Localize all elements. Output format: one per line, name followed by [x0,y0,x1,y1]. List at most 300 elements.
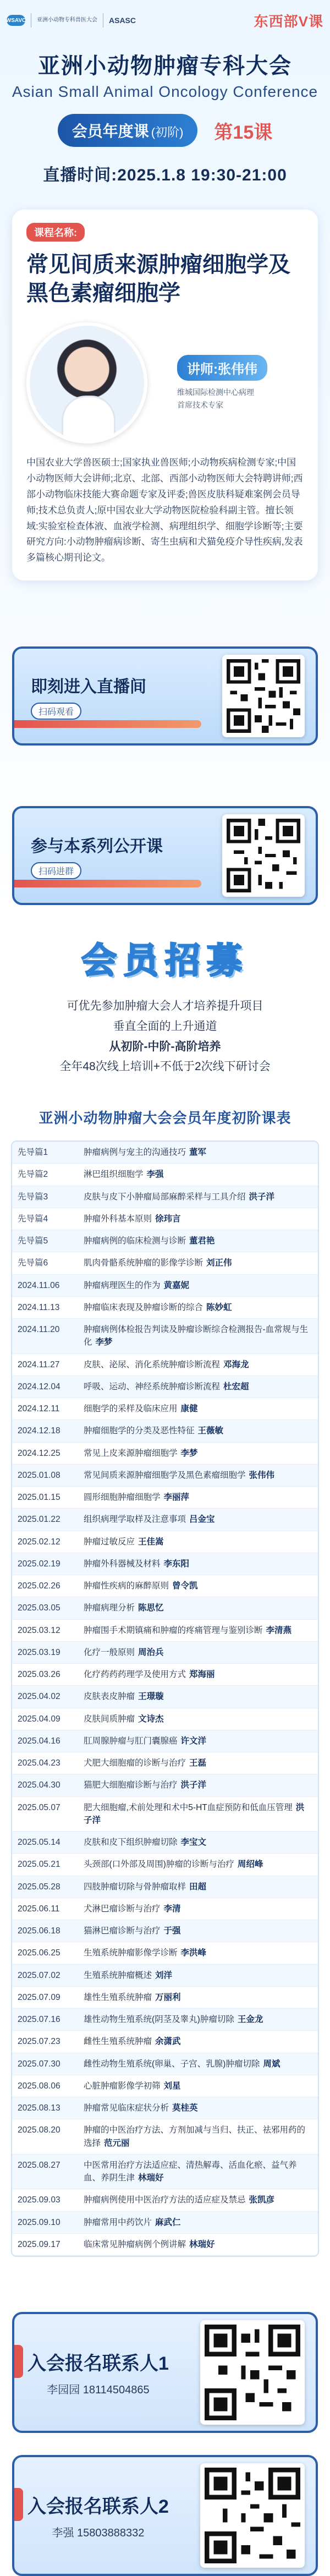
open-class-banner[interactable] [12,806,318,905]
recruit-line-2: 垂直全面的上升通道 [113,1020,217,1033]
schedule-lecturer: 刘正伟 [206,1258,232,1268]
schedule-lecturer: 李丽萍 [163,1493,190,1503]
schedule-date: 2025.05.14 [18,1838,61,1848]
open-class-sub: 扫码进群 [31,862,81,879]
lecturer-role: 维城国际检测中心病理 首席技术专家 [177,388,254,409]
schedule-title [84,1558,312,1570]
recruit-lines [0,996,330,1077]
schedule-topic: 肿瘤临床表现及肿瘤诊断的综合 [84,1302,204,1312]
schedule-lecturer: 王磊 [189,1758,207,1768]
schedule-title [84,2238,312,2251]
schedule-lecturer: 李清 [163,1904,181,1914]
lecturer-name: 讲师:张伟伟 [177,355,267,381]
course-label: 会员年度课 [72,123,149,140]
schedule-topic: 肿瘤病理医生的作为 [84,1280,161,1290]
contact-sub-2: 李强 15803888332 [52,2527,145,2540]
course-row [0,114,330,147]
contact-qr-code-1[interactable] [200,2320,305,2425]
schedule-row [12,1708,318,1730]
open-class-qr-code[interactable] [222,814,305,897]
schedule-date: 2025.04.02 [18,1692,61,1702]
schedule-title [84,1757,312,1769]
schedule-lecturer: 林瑞好 [189,2239,215,2249]
schedule-topic: 皮肤表皮肿瘤 [84,1692,135,1702]
open-class-text [31,832,163,879]
schedule-topic: 雌性生殖系统肿瘤 [84,2037,152,2047]
schedule-lecturer: 康健 [180,1404,198,1414]
schedule-lecturer: 董军 [189,1148,207,1158]
schedule-topic: 肿瘤过敏反应 [84,1537,135,1547]
schedule-date: 先导篇1 [18,1148,48,1158]
schedule-date: 2025.08.13 [18,2103,61,2113]
page-title: 亚洲小动物肿瘤专科大会 [38,54,292,78]
schedule-date: 先导篇2 [18,1170,48,1180]
schedule-title [84,1858,312,1871]
schedule-topic: 犬淋巴瘤诊断与治疗 [84,1904,161,1914]
schedule-row [12,2075,318,2097]
schedule-row [12,1730,318,1752]
schedule-topic: 头颈部(口外部及周围)肿瘤的诊断与治疗 [84,1860,234,1870]
schedule-row [12,1797,318,1832]
schedule-date: 2025.02.26 [18,1581,61,1591]
schedule-lecturer: 莫桂英 [172,2103,198,2113]
schedule-title [84,1301,312,1314]
schedule-topic: 皮肤、泌尿、消化系统肿瘤诊断流程 [84,1360,221,1369]
schedule-title [84,2159,312,2185]
asasc-logo-text: ASASC [109,15,136,25]
schedule-topic: 化疗一般原则 [84,1647,135,1657]
schedule-date: 2025.05.21 [18,1860,61,1870]
schedule-title [84,1469,312,1482]
schedule-lecturer: 李梦 [180,1448,198,1458]
schedule-title [84,1191,312,1203]
schedule-lecturer: 范元丽 [104,2138,130,2148]
schedule-row [12,1686,318,1708]
schedule-topic: 猫淋巴瘤诊断与治疗 [84,1926,161,1936]
schedule-row [12,2234,318,2256]
schedule-lecturer: 洪子洋 [84,1802,305,1825]
schedule-date: 2025.01.15 [18,1493,61,1503]
schedule-title [84,1779,312,1791]
schedule-lecturer: 王薇敏 [197,1426,224,1436]
schedule-date: 2025.08.20 [18,2125,61,2135]
schedule-title [84,1168,312,1181]
contact-stripe [14,2488,23,2521]
schedule-title [84,1624,312,1637]
schedule-lecturer: 黄嘉妮 [163,1280,190,1290]
schedule-title [84,2035,312,2048]
live-room-qr-code[interactable] [222,655,305,737]
schedule-lecturer: 林瑞好 [138,2173,164,2183]
schedule-row [12,2097,318,2119]
schedule-topic: 雄性动物生殖系统(阴茎及睾丸)肿瘤切除 [84,2015,234,2025]
schedule-title [84,1646,312,1659]
contact-sub-1: 李园园 18114504865 [47,2384,150,2397]
schedule-row [12,2053,318,2075]
schedule-date: 2025.01.08 [18,1470,61,1480]
schedule-topic: 肿瘤常见临床症状分析 [84,2103,169,2113]
schedule-row [12,2155,318,2190]
wsavc-logo-icon: WSAVC [7,15,25,26]
course-number: 第15课 [214,122,273,143]
schedule-row [12,1832,318,1854]
recruit-title: 会员招募 [81,941,249,981]
schedule-lecturer: 刘星 [163,2081,181,2091]
schedule-lecturer: 周绍峰 [237,1860,263,1870]
schedule-title [84,2102,312,2114]
conference-logo-text: 亚洲小动物专科兽医大会 [37,17,97,23]
schedule-lecturer: 王璟璇 [138,1692,164,1702]
schedule-title [84,2194,312,2206]
schedule-topic: 生殖系统肿瘤影像学诊断 [84,1948,178,1958]
schedule-title [84,1513,312,1526]
schedule-row [12,1597,318,1619]
schedule-row [12,2009,318,2031]
schedule-row [12,1443,318,1465]
contact-qr-code-2[interactable] [200,2463,305,2568]
schedule-date: 2025.05.07 [18,1802,61,1812]
schedule-heading: 亚洲小动物肿瘤大会会员年度初阶课表 [38,1110,292,1127]
schedule-lecturer: 陈妙虹 [206,1302,232,1312]
schedule-date: 2025.07.16 [18,2015,61,2025]
schedule-date: 2025.05.28 [18,1882,61,1892]
banner-stripe [14,880,201,887]
lecturer-info [177,355,298,411]
schedule-lecturer: 周治兵 [138,1647,164,1657]
schedule-lecturer: 田超 [189,1882,207,1892]
schedule-row [12,1965,318,1987]
schedule-lecturer: 杜宏超 [223,1382,249,1391]
schedule-table [11,1141,319,2257]
schedule-topic: 心脏肿瘤影像学初筛 [84,2081,161,2091]
schedule-title [84,1991,312,2004]
live-room-text [31,673,146,720]
schedule-topic: 呼吸、运动、神经系统肿瘤诊断流程 [84,1382,221,1391]
live-room-banner[interactable] [12,646,318,746]
contact-stripe [14,2345,23,2378]
schedule-lecturer: 王佳嵩 [138,1537,164,1547]
schedule-row [12,2119,318,2155]
schedule-title [84,2080,312,2092]
schedule-topic: 生殖系统肿瘤概述 [84,1970,152,1980]
schedule-title [84,1235,312,1247]
schedule-lecturer: 于强 [163,1926,181,1936]
schedule-topic: 常见上皮来源肿瘤细胞学 [84,1448,178,1458]
course-tag: 课程名称: [26,223,85,242]
schedule-topic: 肿瘤病例的临床检测与诊断 [84,1236,186,1246]
schedule-topic: 淋巴组织细胞学 [84,1170,144,1180]
schedule-date: 2025.03.12 [18,1625,61,1635]
schedule-title [84,1380,312,1393]
schedule-topic: 常见间质来源肿瘤细胞学及黑色素瘤细胞学 [84,1470,246,1480]
schedule-lecturer: 王金龙 [237,2015,263,2025]
schedule-date: 2025.04.30 [18,1780,61,1790]
schedule-topic: 临床常见肿瘤病例个例讲解 [84,2239,186,2249]
schedule-row [12,1774,318,1796]
schedule-topic: 肥大细胞瘤,术前处理和术中5-HT血症预防和低血压管理 [84,1802,293,1812]
schedule-date: 2024.11.27 [18,1360,60,1369]
schedule-date: 先导篇4 [18,1214,48,1224]
schedule-date: 2025.08.27 [18,2160,61,2170]
schedule-title [84,1690,312,1703]
contact-label-1: 入会报名联系人1 [28,2353,169,2375]
schedule-date: 2025.03.19 [18,1647,61,1657]
schedule-date: 2025.01.22 [18,1515,61,1525]
schedule-topic: 细胞学的采样及临床应用 [84,1404,178,1414]
schedule-date: 2024.11.06 [18,1280,60,1290]
schedule-topic: 肿瘤性疾病的麻醉原则 [84,1581,169,1591]
schedule-row [12,1620,318,1642]
schedule-date: 2025.06.18 [18,1926,61,1936]
schedule-topic: 肛周腺肿瘤与肛门囊腺癌 [84,1736,178,1746]
schedule-title [84,1257,312,1269]
schedule-row [12,1942,318,1964]
contact-banner-2[interactable] [12,2455,318,2576]
logo-asasc [109,16,136,25]
schedule-date: 2024.11.20 [18,1325,60,1335]
schedule-lecturer: 吕金宝 [189,1515,215,1525]
schedule-row [12,1987,318,2009]
schedule-date: 2024.12.25 [18,1448,61,1458]
course-card [12,210,318,580]
lecturer-section [26,320,304,446]
schedule-title [84,1424,312,1437]
schedule-title [84,1402,312,1415]
schedule-topic: 皮肤间质肿瘤 [84,1714,135,1724]
schedule-date: 2025.09.10 [18,2217,61,2227]
schedule-row [12,1854,318,1876]
schedule-date: 2025.09.17 [18,2239,61,2249]
schedule-row [12,1553,318,1575]
schedule-row [12,1319,318,1354]
schedule-row [12,1354,318,1376]
schedule-date: 2024.11.13 [18,1302,60,1312]
course-pill [58,114,198,147]
schedule-row [12,1398,318,1420]
schedule-date: 2025.04.23 [18,1758,61,1768]
schedule-row [12,1376,318,1398]
schedule-date: 2025.04.16 [18,1736,61,1746]
recruit-line-4: 全年48次线上培训+不低于2次线下研讨会 [59,1060,271,1073]
schedule-lecturer: 李梦 [95,1338,113,1347]
lecturer-avatar [26,322,147,443]
schedule-title [84,1735,312,1747]
schedule-title [84,2124,312,2150]
schedule-topic: 肿瘤病例使用中医治疗方法的适应症及禁忌 [84,2195,246,2205]
schedule-topic: 肿瘤病例体检报告判读及肿瘤诊断综合检测报告-血常规与生化 [84,1325,309,1347]
schedule-lecturer: 李洪峰 [180,1948,207,1958]
schedule-title [84,1947,312,1959]
schedule-row [12,1420,318,1442]
course-level: (初阶) [151,125,184,139]
dongxibu-logo: 东西部V课 [254,13,323,30]
schedule-date: 2024.12.18 [18,1426,61,1436]
schedule-row [12,1487,318,1509]
schedule-lecturer: 张伟伟 [249,1470,275,1480]
schedule-lecturer: 麻武仁 [155,2217,181,2227]
schedule-date: 2025.07.09 [18,1992,61,2002]
schedule-date: 2025.08.06 [18,2081,61,2091]
schedule-topic: 皮肤和皮下组织肿瘤切除 [84,1838,178,1848]
schedule-lecturer: 许文洋 [180,1736,207,1746]
schedule-lecturer: 徐玮言 [155,1214,181,1224]
schedule-title [84,1801,312,1827]
schedule-date: 先导篇5 [18,1236,48,1246]
schedule-title [84,2216,312,2229]
recruit-line-1: 可优先参加肿瘤大会人才培养提升项目 [67,1000,263,1013]
schedule-lecturer: 邓海龙 [223,1360,249,1369]
schedule-lecturer: 郑海丽 [189,1670,215,1680]
schedule-lecturer: 周斌 [263,2059,280,2069]
schedule-title [84,1536,312,1548]
banner-stripe [14,720,201,728]
schedule-topic: 猫肥大细胞瘤诊断与治疗 [84,1780,178,1790]
schedule-topic: 肌肉骨骼系统肿瘤的影像学诊断 [84,1258,204,1268]
schedule-date: 2025.03.05 [18,1603,61,1613]
schedule-lecturer: 余潇武 [155,2037,181,2047]
contact-label-2: 入会报名联系人2 [28,2496,169,2518]
schedule-date: 2025.02.19 [18,1559,61,1569]
schedule-topic: 肿瘤围手术期镇痛和肿瘤的疼痛管理与鉴别诊断 [84,1625,263,1635]
schedule-title [84,1836,312,1849]
schedule-lecturer: 文诗杰 [138,1714,164,1724]
schedule-topic: 组织病理学取样及注意事项 [84,1515,186,1525]
schedule-date: 2025.07.02 [18,1970,61,1980]
schedule-topic: 圆形细胞肿瘤细胞学 [84,1493,161,1503]
schedule-title [84,2058,312,2070]
schedule-row [12,1186,318,1208]
schedule-lecturer: 李宝文 [180,1838,207,1848]
schedule-title [84,1491,312,1504]
schedule-lecturer: 李清燕 [266,1625,292,1635]
schedule-lecturer: 董君艳 [189,1236,215,1246]
schedule-row [12,1142,318,1164]
schedule-row [12,1531,318,1553]
schedule-date: 2025.06.25 [18,1948,61,1958]
logo-wsavc [7,15,25,26]
schedule-title [84,1925,312,1937]
schedule-lecturer: 李强 [146,1170,164,1180]
schedule-lecturer: 刘洋 [155,1970,173,1980]
schedule-topic: 肿瘤外科器械及材料 [84,1559,161,1569]
schedule-row [12,1297,318,1319]
schedule-row [12,1642,318,1664]
schedule-row [12,1876,318,1898]
schedule-topic: 肿瘤病例与宠主的沟通技巧 [84,1148,186,1158]
live-time: 直播时间:2025.1.8 19:30-21:00 [43,166,287,184]
schedule-row [12,2031,318,2053]
schedule-row [12,1465,318,1487]
schedule-title [84,1713,312,1725]
schedule-date: 2025.03.26 [18,1670,61,1680]
schedule-date: 2025.02.12 [18,1537,61,1547]
qr-code-icon [227,819,300,892]
live-room-sub: 扫码观看 [31,703,81,720]
schedule-row [12,2212,318,2234]
schedule-date: 2025.07.23 [18,2037,61,2047]
schedule-row [12,1920,318,1942]
schedule-date: 先导篇3 [18,1192,48,1202]
schedule-lecturer: 张凯彦 [249,2195,275,2205]
contact-banner-1[interactable] [12,2312,318,2433]
schedule-row [12,1208,318,1230]
schedule-lecturer: 洪子洋 [249,1192,275,1202]
schedule-title [84,1668,312,1681]
schedule-row [12,1252,318,1274]
live-room-label: 即刻进入直播间 [31,677,146,696]
lecturer-bio: 中国农业大学兽医硕士;国家执业兽医师;小动物疾病检测专家;中国小动物医师大会讲师;北京、北部、西部小动物医师大会特聘讲师;西部小动物临床技能大赛命题专家及评委;兽医皮肤科疑难案例会员导师;技术总负责人;原中国农业大学动物医院检验科副主管。擅长领域:实验室检查体液、血液学检测、病理组织学、细胞学诊断等;主要研究方向:小动物肿瘤病诊断、寄生虫病和犬猫免疫介导性疾病,发表多篇核心期刊论文。 [26,457,303,563]
schedule-date: 2025.07.30 [18,2059,61,2069]
contact-text-2 [28,2491,169,2540]
schedule-date: 2025.06.11 [18,1904,60,1914]
page-subtitle-en: Asian Small Animal Oncology Conference [12,83,318,100]
schedule-title [84,1447,312,1460]
schedule-row [12,1230,318,1252]
schedule-topic: 化疗药药药理学及使用方式 [84,1670,186,1680]
schedule-title [84,1580,312,1592]
recruit-line-3: 从初阶-中阶-高阶培养 [109,1040,221,1053]
contact-text-1 [28,2348,169,2397]
schedule-row [12,1575,318,1597]
schedule-title [84,1903,312,1915]
schedule-date: 2024.12.04 [18,1382,61,1391]
schedule-topic: 肿瘤外科基本原则 [84,1214,152,1224]
schedule-date: 先导篇6 [18,1258,48,1268]
schedule-title [84,1881,312,1893]
schedule-title [84,1146,312,1159]
schedule-title [84,2013,312,2026]
schedule-row [12,2189,318,2211]
schedule-row [12,1752,318,1774]
schedule-date: 2025.04.09 [18,1714,61,1724]
schedule-title [84,1602,312,1614]
schedule-title [84,1969,312,1982]
schedule-lecturer: 洪子洋 [180,1780,207,1790]
schedule-topic: 肿瘤病理分析 [84,1603,135,1613]
schedule-title [84,1279,312,1292]
schedule-topic: 肿瘤的中医治疗方法、方剂加减与当归、扶正、祛邪用药的选择 [84,2125,306,2148]
schedule-lecturer: 陈思忆 [138,1603,164,1613]
schedule-row [12,1275,318,1297]
schedule-date: 2025.09.03 [18,2195,61,2205]
logo-bar [0,0,330,33]
schedule-lecturer: 李东阳 [163,1559,190,1569]
schedule-title [84,1323,312,1349]
schedule-row [12,1664,318,1686]
schedule-lecturer: 万丽利 [155,1992,181,2002]
schedule-lecturer: 曾令凯 [172,1581,198,1591]
schedule-date: 2024.12.11 [18,1404,60,1414]
schedule-topic: 肿瘤常用中药饮片 [84,2217,152,2227]
schedule-topic: 四肢肿瘤切除与骨肿瘤取样 [84,1882,186,1892]
schedule-topic: 雌性动物生殖系统(卵巢、子宫、乳腺)肿瘤切除 [84,2059,260,2069]
schedule-row [12,1898,318,1920]
qr-code-icon [227,659,300,733]
schedule-topic: 犬肥大细胞瘤的诊断与治疗 [84,1758,186,1768]
open-class-label: 参与本系列公开课 [31,837,163,856]
schedule-topic: 中医常用治疗方法适应症、清热解毒、活血化瘀、益气养血、养阴生津 [84,2160,297,2183]
schedule-title [84,1358,312,1371]
course-title: 常见间质来源肿瘤细胞学及黑色素瘤细胞学 [26,253,290,305]
logo-conference [37,17,97,24]
schedule-row [12,1509,318,1531]
schedule-topic: 雄性生殖系统肿瘤 [84,1992,152,2002]
schedule-topic: 皮肤与皮下小肿瘤局部麻醉采样与工具介绍 [84,1192,246,1202]
qr-code-icon [205,2468,300,2563]
schedule-topic: 肿瘤细胞学的分类及恶性特征 [84,1426,195,1436]
schedule-row [12,1164,318,1186]
qr-code-icon [205,2325,300,2420]
